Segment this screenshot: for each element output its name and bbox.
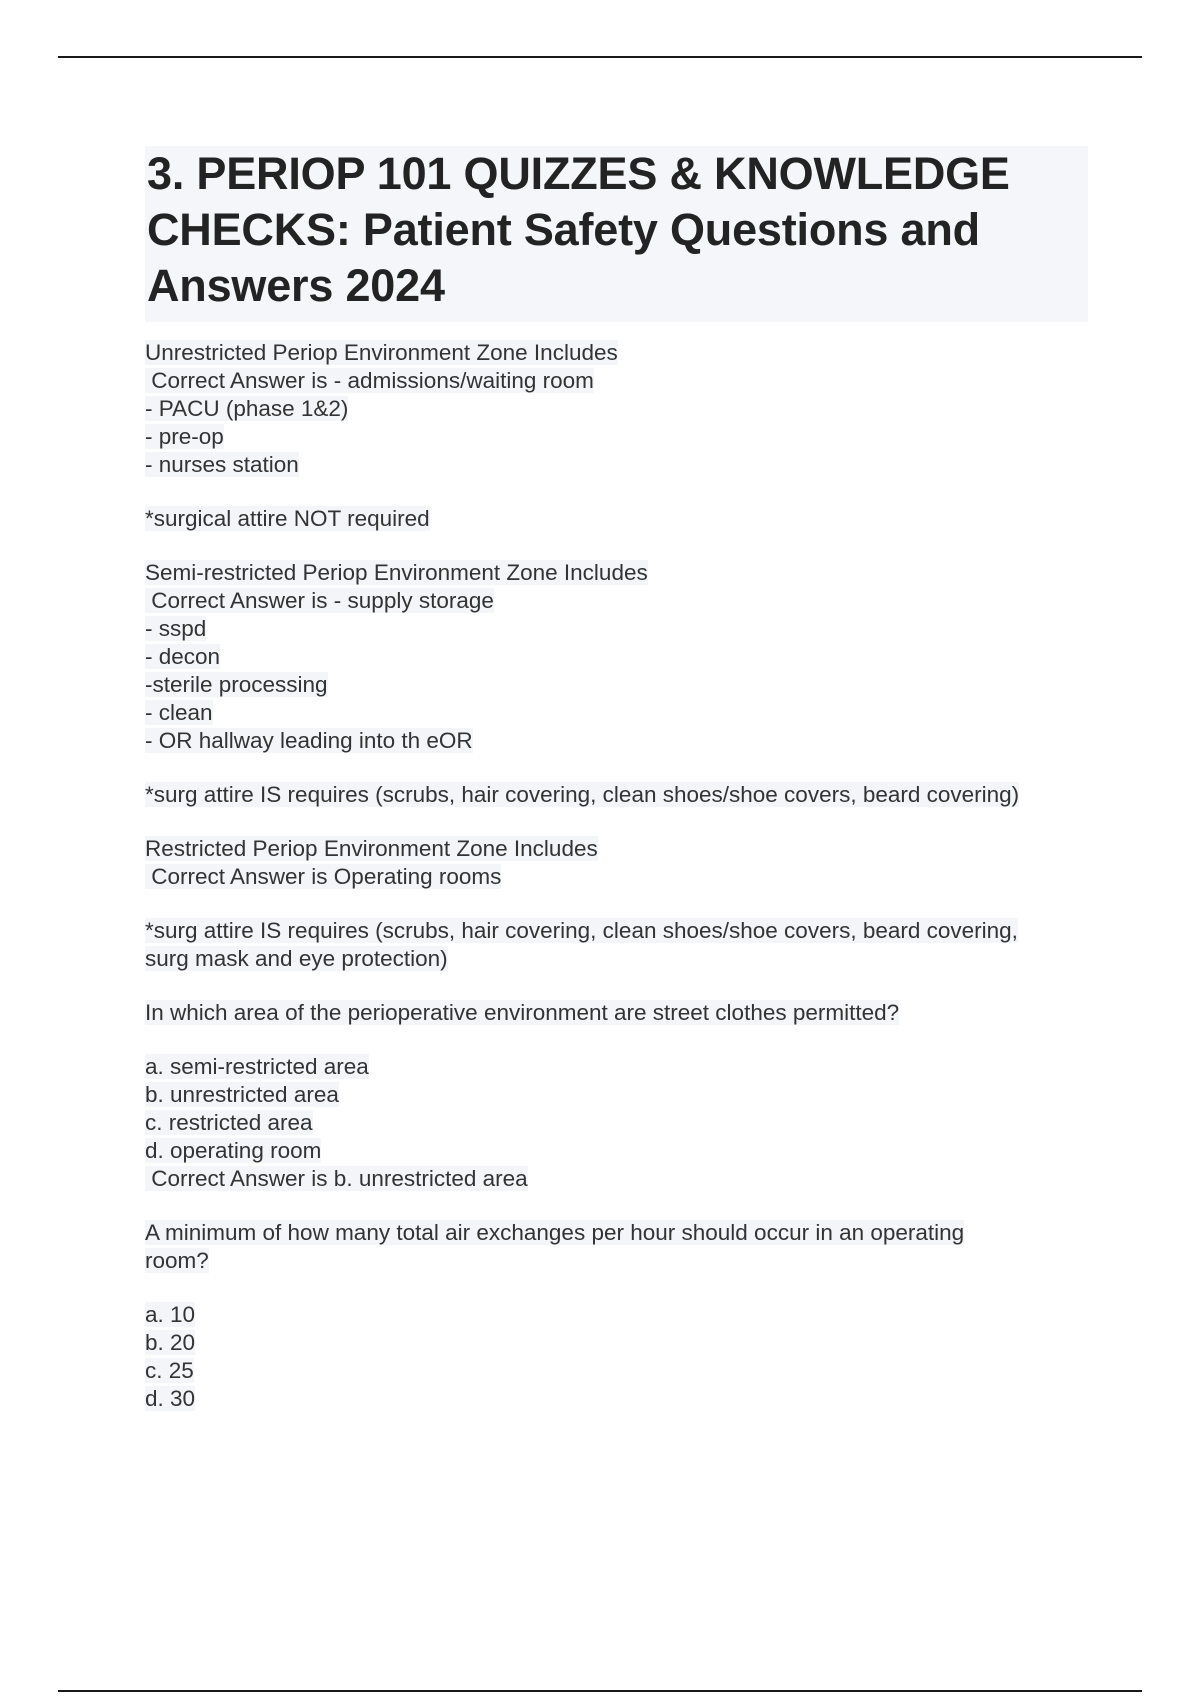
question-line: Unrestricted Periop Environment Zone Includes [145, 340, 618, 365]
paragraph-gap [145, 533, 1095, 559]
answer-item: - nurses station [145, 452, 299, 477]
option-line: a. 10 [145, 1302, 196, 1327]
option-line: a. semi-restricted area [145, 1054, 369, 1079]
answer-line: Correct Answer is - admissions/waiting room [145, 368, 594, 393]
document-body [145, 339, 1095, 1413]
paragraph-gap [145, 1027, 1095, 1053]
answer-item: - pre-op [145, 424, 224, 449]
paragraph-gap [145, 809, 1095, 835]
section-restricted-note [145, 917, 1095, 973]
option-line: d. 30 [145, 1386, 196, 1411]
section-semi-restricted-zone [145, 559, 1095, 755]
note-line: *surg attire IS requires (scrubs, hair covering, clean shoes/shoe covers, beard covering) [145, 782, 1020, 807]
answer-item: - OR hallway leading into th eOR [145, 728, 473, 753]
document-title-block [145, 146, 1088, 322]
paragraph-gap [145, 1275, 1095, 1301]
paragraph-gap [145, 973, 1095, 999]
section-restricted-zone [145, 835, 1095, 891]
paragraph-gap [145, 1193, 1095, 1219]
bottom-rule [58, 1690, 1142, 1692]
question-line: Semi-restricted Periop Environment Zone Includes [145, 560, 648, 585]
note-line: *surg attire IS requires (scrubs, hair covering, clean shoes/shoe covers, beard covering, [145, 918, 1018, 943]
top-rule [58, 56, 1142, 58]
answer-line: Correct Answer is b. unrestricted area [145, 1166, 528, 1191]
note-line: surg mask and eye protection) [145, 946, 448, 971]
answer-line: Correct Answer is - supply storage [145, 588, 494, 613]
document-title: 3. PERIOP 101 QUIZZES & KNOWLEDGE CHECKS: Patient Safety Questions and Answers 2024 [147, 148, 1010, 311]
answer-item: -sterile processing [145, 672, 328, 697]
paragraph-gap [145, 479, 1095, 505]
paragraph-gap [145, 891, 1095, 917]
note-line: *surgical attire NOT required [145, 506, 430, 531]
section-air-exchange-options [145, 1301, 1095, 1413]
question-line: room? [145, 1248, 209, 1273]
section-air-exchange-question [145, 1219, 1095, 1275]
option-line: c. restricted area [145, 1110, 313, 1135]
question-line: A minimum of how many total air exchanges per hour should occur in an operating [145, 1220, 965, 1245]
answer-item: - clean [145, 700, 213, 725]
section-street-clothes-options [145, 1053, 1095, 1193]
question-line: Restricted Periop Environment Zone Includes [145, 836, 598, 861]
answer-item: - PACU (phase 1&2) [145, 396, 349, 421]
section-unrestricted-zone [145, 339, 1095, 479]
section-unrestricted-note [145, 505, 1095, 533]
answer-item: - sspd [145, 616, 207, 641]
option-line: d. operating room [145, 1138, 322, 1163]
section-semi-restricted-note [145, 781, 1095, 809]
answer-line: Correct Answer is Operating rooms [145, 864, 502, 889]
option-line: c. 25 [145, 1358, 194, 1383]
question-line: In which area of the perioperative environment are street clothes permitted? [145, 1000, 900, 1025]
option-line: b. unrestricted area [145, 1082, 339, 1107]
section-street-clothes-question [145, 999, 1095, 1027]
paragraph-gap [145, 755, 1095, 781]
option-line: b. 20 [145, 1330, 196, 1355]
answer-item: - decon [145, 644, 221, 669]
